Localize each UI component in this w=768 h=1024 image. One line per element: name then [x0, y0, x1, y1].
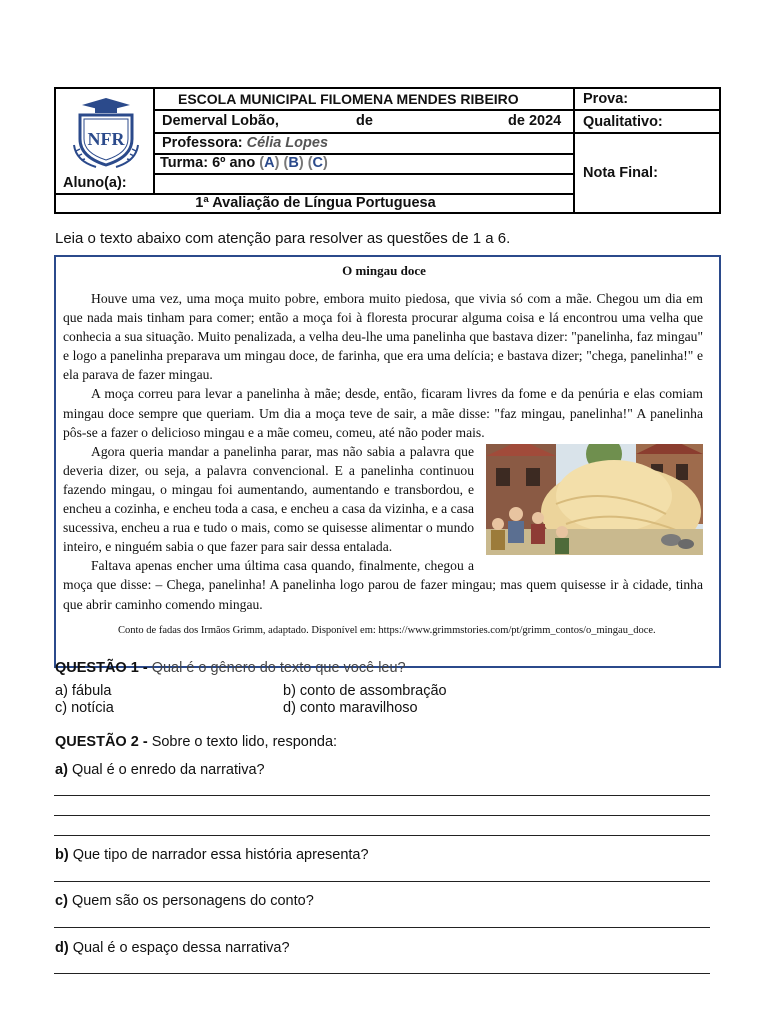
- teacher-row: [162, 135, 328, 151]
- question-1-heading: [55, 660, 406, 676]
- option-a[interactable]: a) fábula: [55, 683, 112, 699]
- class-option-a[interactable]: A: [264, 155, 275, 171]
- header-divider: [153, 173, 573, 175]
- class-option-c[interactable]: C: [312, 155, 324, 171]
- story-title: O mingau doce: [342, 263, 426, 278]
- story-paragraph: Houve uma vez, uma moça muito pobre, embora muito piedosa, que vivia só com a mãe. Chegou um dia em que nada mais tinham para comer; então a moça foi à floresta procurar alguma coisa e lá encontrou uma velha que conhecia a sua situação. Muito penalizada, a velha deu-lhe uma panelinha que bastava dizer: "panelinha, faz mingau" e logo a panelinha preparava um mingau doce, de farinha, que era uma delícia; e bastava dizer; "chega, panelinha!" e ela parava de fazer mingau.: [63, 291, 703, 383]
- question-2a-text: Qual é o enredo da narrativa?: [71, 762, 265, 778]
- svg-text:NFR: NFR: [87, 129, 125, 149]
- date-de: de: [356, 113, 373, 129]
- question-1-text: Qual é o gênero do texto que você leu?: [151, 660, 406, 676]
- option-d[interactable]: d) conto maravilhoso: [283, 700, 418, 716]
- class-label: Turma: 6º ano: [160, 155, 256, 171]
- question-2-label: QUESTÃO 2 -: [55, 734, 148, 750]
- question-2b: b) Que tipo de narrador essa história apresenta?: [55, 847, 369, 863]
- header-divider: [153, 132, 721, 134]
- instruction-text: Leia o texto abaixo com atenção para resolver as questões de 1 a 6.: [55, 230, 511, 247]
- class-row: Turma: 6º ano (A) (B) (C): [160, 155, 328, 171]
- qualitativo-label: Qualitativo:: [583, 114, 663, 130]
- exam-title: 1ª Avaliação de Língua Portuguesa: [195, 195, 436, 211]
- header-divider: [153, 109, 721, 111]
- teacher-name: Célia Lopes: [246, 135, 329, 151]
- story-paragraph: A moça correu para levar a panelinha à mãe; desde, então, ficaram livres da fome e da penúria e elas comiam mingau doce sempre que queriam. Um dia a moça teve de sair, a mãe disse: "faz mingau, panelinha!" A panelinha pôs-se a fazer o delicioso mingau e a mãe comeu, comeu, até não poder mais.: [63, 386, 703, 440]
- header-divider: [153, 89, 155, 194]
- answer-line[interactable]: [54, 881, 710, 882]
- story-paragraph-with-image: [63, 442, 703, 557]
- option-b[interactable]: b) conto de assombração: [283, 683, 447, 699]
- question-2d: d) Qual é o espaço dessa narrativa?: [55, 940, 290, 956]
- answer-line[interactable]: [54, 973, 710, 974]
- question-2-text: Sobre o texto lido, responda:: [151, 734, 338, 750]
- question-2c: c) Quem são os personagens do conto?: [55, 893, 314, 909]
- date-year: de 2024: [508, 113, 562, 129]
- school-name: ESCOLA MUNICIPAL FILOMENA MENDES RIBEIRO: [178, 91, 519, 107]
- class-option-b[interactable]: B: [288, 155, 299, 171]
- option-c[interactable]: c) notícia: [55, 700, 114, 716]
- prova-label: Prova:: [583, 91, 629, 107]
- question-2c-text: Quem são os personagens do conto?: [71, 893, 314, 909]
- answer-line[interactable]: [54, 815, 710, 816]
- school-logo: [66, 95, 146, 171]
- exam-header: [54, 87, 721, 214]
- nota-final-label: Nota Final:: [583, 165, 658, 181]
- question-1-label: QUESTÃO 1 -: [55, 660, 148, 676]
- question-2a: a) Qual é o enredo da narrativa?: [55, 762, 265, 778]
- story-body: [63, 289, 703, 614]
- city-label: Demerval Lobão,: [162, 113, 279, 129]
- teacher-label: Professora:: [162, 135, 243, 151]
- question-2d-text: Qual é o espaço dessa narrativa?: [72, 940, 290, 956]
- story-credit: Conto de fadas dos Irmãos Grimm, adaptado. Disponível em: https://www.grimmstories.com/pt/grimm_contos/o_mingau_doce.: [118, 625, 656, 636]
- answer-line[interactable]: [54, 927, 710, 928]
- story-paragraph: Faltava apenas encher uma última casa quando, finalmente, chegou a moça que disse: – Chega, panelinha! A panelinha logo parou de fazer mingau; mas quem quisesse ir à cidade, tinha que abrir caminho comendo mingau.: [63, 558, 703, 612]
- answer-line[interactable]: [54, 835, 710, 836]
- question-2-heading: [55, 734, 337, 750]
- story-illustration: [486, 444, 703, 555]
- answer-line[interactable]: [54, 795, 710, 796]
- question-2b-text: Que tipo de narrador essa história apresenta?: [72, 847, 369, 863]
- student-label[interactable]: Aluno(a):: [63, 175, 127, 191]
- story-paragraph-text: Agora queria mandar a panelinha parar, mas não sabia a palavra que deveria dizer, ou seja, a palavra convencional. E a panelinha continuou fazendo mingau, o mingau foi aumentando, aumentando e transbordou, e encheu a cozinha, e encheu toda a casa, e encheu a casa da vizinha, e a casa sucessiva, encheu a rua e tudo o mais, como se quisesse alimentar o mundo inteiro, e ninguém sabia o que fazer para sair dessa entalada.: [63, 443, 474, 555]
